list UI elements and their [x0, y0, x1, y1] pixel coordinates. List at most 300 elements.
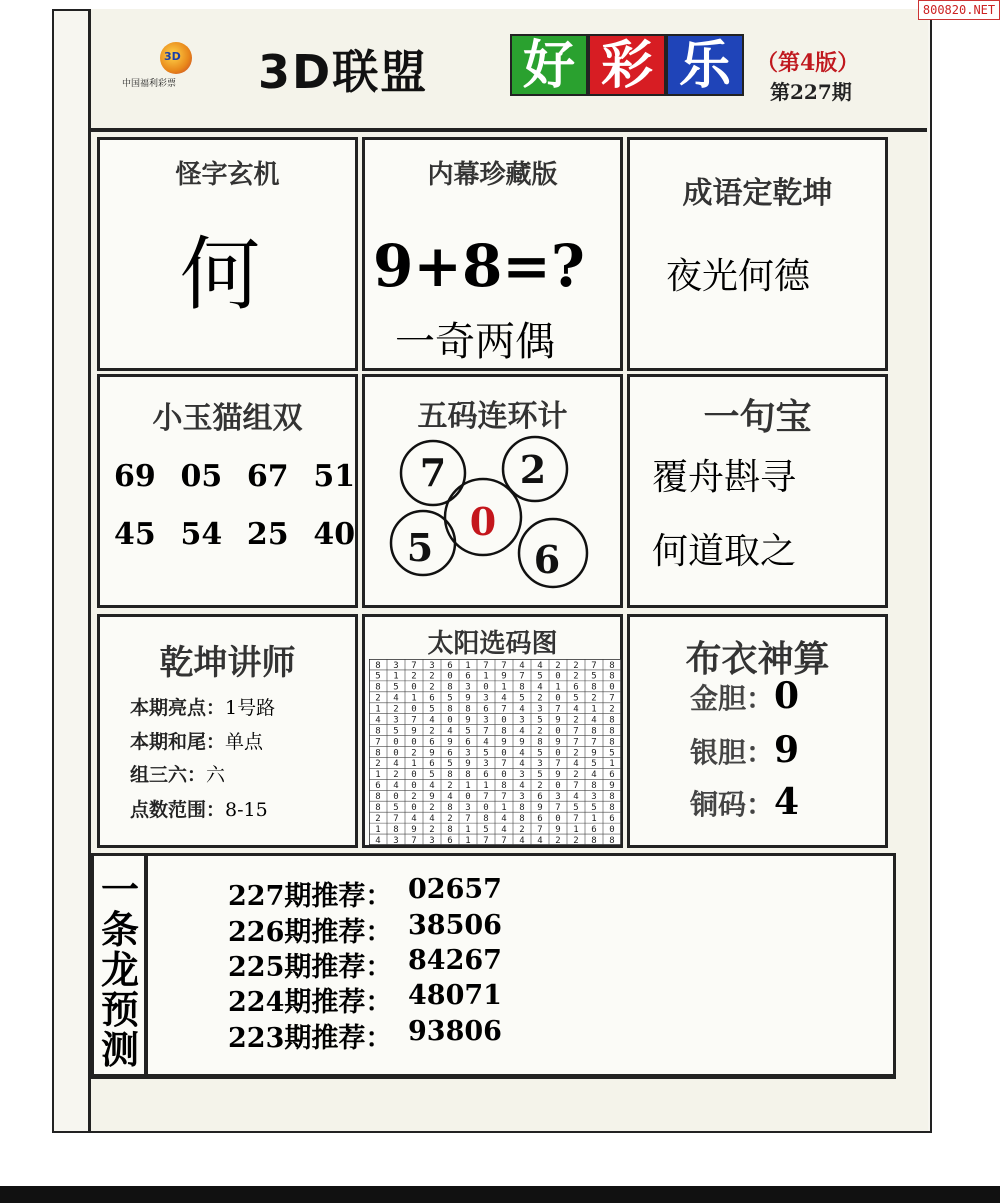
grid-cell: 1: [465, 824, 471, 835]
buyi-item: [690, 781, 799, 823]
grid-cell: 7: [555, 802, 561, 813]
grid-cell: 9: [465, 693, 471, 704]
grid-cell: 0: [447, 715, 453, 726]
grid-cell: 2: [573, 715, 579, 726]
rec-period: 223期推荐：: [228, 1023, 393, 1054]
taiyang-panel: [362, 614, 623, 848]
grid-cell: 7: [555, 759, 561, 770]
grid-cell: 2: [429, 802, 435, 813]
yijubao-title: 一句宝: [703, 397, 812, 438]
grid-cell: 3: [591, 792, 597, 803]
grid-cell: 4: [501, 824, 507, 835]
grid-cell: 0: [411, 704, 417, 715]
grid-cell: 1: [591, 813, 597, 824]
grid-cell: 8: [537, 737, 543, 748]
taiyang-title: 太阳选码图: [427, 629, 558, 659]
grid-cell: 4: [573, 759, 579, 770]
chengyu-idiom: 夜光何德: [666, 256, 811, 297]
grid-cell: 7: [501, 835, 507, 845]
grid-cell: 1: [591, 704, 597, 715]
pair-value: 54: [180, 517, 223, 552]
grid-cell: 2: [429, 726, 435, 737]
pair-value: 45: [114, 517, 156, 552]
grid-cell: 5: [465, 726, 471, 737]
recommendation-row: [228, 874, 502, 913]
item-value: 0: [774, 675, 800, 717]
grid-cell: 8: [447, 824, 453, 835]
grid-cell: 9: [555, 770, 561, 781]
grid-cell: 1: [393, 671, 399, 682]
grid-cell: 9: [465, 715, 471, 726]
bottom-rule: [0, 1186, 1000, 1203]
grid-cell: 6: [483, 770, 489, 781]
grid-cell: 7: [501, 704, 507, 715]
grid-cell: 0: [555, 781, 561, 792]
grid-cell: 4: [519, 748, 525, 759]
grid-cell: 9: [501, 671, 507, 682]
grid-cell: 0: [501, 715, 507, 726]
grid-cell: 8: [591, 726, 597, 737]
buyi-item: [690, 675, 799, 717]
grid-cell: 2: [573, 770, 579, 781]
grid-cell: 5: [393, 682, 399, 693]
neimu-panel: [362, 137, 623, 371]
grid-cell: 7: [519, 671, 525, 682]
neimu-hint: 一奇两偶: [395, 319, 555, 365]
rec-period: 224期推荐：: [228, 987, 393, 1018]
grid-cell: 4: [483, 737, 489, 748]
grid-cell: 9: [555, 824, 561, 835]
grid-cell: 9: [609, 781, 615, 792]
neimu-title: 内幕珍藏版: [427, 160, 558, 190]
grid-cell: 8: [519, 802, 525, 813]
grid-cell: 8: [591, 781, 597, 792]
grid-cell: 7: [375, 737, 381, 748]
brand-char-le: 乐: [666, 34, 744, 96]
grid-cell: 4: [537, 682, 543, 693]
grid-cell: 2: [447, 781, 453, 792]
grid-cell: 6: [591, 824, 597, 835]
grid-cell: 0: [393, 737, 399, 748]
guaizi-panel: [97, 137, 358, 371]
grid-cell: 4: [519, 704, 525, 715]
grid-cell: 7: [573, 813, 579, 824]
rec-number: 02657: [408, 874, 502, 905]
guaizi-title: 怪字玄机: [175, 160, 280, 190]
item-key: 本期和尾：: [130, 731, 226, 753]
grid-cell: 8: [609, 802, 615, 813]
grid-cell: 4: [591, 770, 597, 781]
grid-cell: 7: [555, 704, 561, 715]
grid-cell: 8: [609, 737, 615, 748]
grid-cell: 8: [609, 715, 615, 726]
jiangshi-title: 乾坤讲师: [159, 643, 296, 683]
grid-cell: 0: [609, 824, 615, 835]
grid-cell: 9: [411, 824, 417, 835]
buyi-title: 布衣神算: [685, 638, 830, 680]
recommendation-row: [228, 980, 502, 1019]
grid-cell: 7: [501, 792, 507, 803]
grid-cell: 1: [483, 671, 489, 682]
grid-cell: 2: [375, 759, 381, 770]
issue-number: 第227期: [770, 80, 852, 104]
grid-cell: 3: [429, 835, 435, 845]
grid-cell: 5: [393, 802, 399, 813]
grid-cell: 2: [573, 671, 579, 682]
grid-cell: 1: [501, 682, 507, 693]
grid-cell: 7: [573, 781, 579, 792]
grid-cell: 3: [483, 715, 489, 726]
brand-char-hao: 好: [510, 34, 588, 96]
grid-cell: 8: [483, 813, 489, 824]
item-value: 4: [774, 781, 800, 823]
grid-cell: 2: [429, 824, 435, 835]
grid-cell: 9: [591, 748, 597, 759]
grid-cell: 8: [375, 748, 381, 759]
welfare-lottery-logo: [122, 42, 232, 92]
wuma-digit: 5: [406, 525, 434, 570]
grid-cell: 6: [447, 835, 453, 845]
grid-cell: 3: [555, 792, 561, 803]
grid-cell: 4: [519, 835, 525, 845]
item-value: 六: [206, 764, 226, 786]
item-key: 铜码：: [690, 788, 775, 821]
grid-cell: 6: [483, 704, 489, 715]
wuma-title: 五码连环计: [417, 399, 568, 434]
logo-org-text: 中国福利彩票: [122, 79, 177, 89]
grid-cell: 0: [555, 671, 561, 682]
grid-cell: 4: [501, 813, 507, 824]
grid-cell: 1: [465, 781, 471, 792]
grid-cell: 8: [465, 704, 471, 715]
yijubao-line-1: 覆舟斟寻: [652, 457, 797, 498]
guaizi-char: 何: [180, 228, 260, 321]
grid-cell: 4: [447, 726, 453, 737]
grid-cell: 0: [609, 682, 615, 693]
grid-cell: 4: [447, 792, 453, 803]
grid-cell: 5: [483, 748, 489, 759]
grid-cell: 4: [573, 792, 579, 803]
xiaoyu-row-2: [114, 517, 369, 552]
grid-cell: 0: [393, 792, 399, 803]
grid-cell: 8: [375, 682, 381, 693]
item-key: 本期亮点：: [130, 697, 226, 719]
grid-cell: 1: [375, 824, 381, 835]
grid-cell: 3: [393, 835, 399, 845]
grid-cell: 8: [465, 770, 471, 781]
grid-cell: 4: [429, 813, 435, 824]
wuma-panel: [362, 374, 623, 608]
grid-cell: 2: [591, 693, 597, 704]
grid-cell: 5: [591, 802, 597, 813]
grid-cell: 8: [519, 682, 525, 693]
yitiaolong-panel: [91, 853, 896, 1079]
grid-cell: 0: [465, 792, 471, 803]
grid-cell: 5: [393, 726, 399, 737]
wuma-digit: 7: [419, 450, 447, 495]
pair-value: 05: [180, 459, 223, 494]
grid-cell: 8: [393, 824, 399, 835]
site-watermark: 800820.NET: [918, 0, 1000, 20]
grid-cell: 7: [483, 726, 489, 737]
grid-cell: 8: [447, 682, 453, 693]
grid-cell: 9: [429, 792, 435, 803]
rec-number: 93806: [408, 1016, 502, 1047]
grid-cell: 3: [465, 682, 471, 693]
item-value: 8-15: [225, 799, 268, 821]
grid-cell: 6: [609, 770, 615, 781]
grid-cell: 8: [501, 726, 507, 737]
grid-cell: 1: [609, 759, 615, 770]
jiangshi-item: [130, 727, 263, 754]
grid-cell: 2: [447, 813, 453, 824]
grid-cell: 0: [501, 770, 507, 781]
rec-number: 84267: [408, 945, 502, 976]
grid-cell: 8: [591, 682, 597, 693]
grid-cell: 9: [519, 737, 525, 748]
grid-cell: 3: [519, 715, 525, 726]
grid-cell: 6: [447, 748, 453, 759]
grid-cell: 6: [537, 813, 543, 824]
buyi-panel: [627, 614, 888, 848]
grid-cell: 9: [447, 737, 453, 748]
grid-cell: 4: [591, 715, 597, 726]
grid-cell: 4: [375, 835, 381, 845]
grid-cell: 4: [519, 759, 525, 770]
grid-cell: 0: [411, 802, 417, 813]
grid-cell: 7: [591, 737, 597, 748]
recommendation-row: [228, 910, 502, 949]
edition-label: （第4版）: [756, 50, 860, 76]
grid-cell: 0: [411, 781, 417, 792]
grid-cell: 0: [411, 770, 417, 781]
grid-cell: 1: [555, 682, 561, 693]
logo-ball-text: 3D: [164, 50, 181, 63]
item-value: 9: [774, 729, 800, 771]
grid-cell: 1: [501, 802, 507, 813]
grid-cell: 4: [537, 835, 543, 845]
grid-cell: 3: [429, 660, 435, 671]
grid-cell: 0: [393, 748, 399, 759]
grid-cell: 3: [465, 748, 471, 759]
grid-cell: 3: [483, 693, 489, 704]
grid-cell: 2: [573, 748, 579, 759]
grid-cell: 0: [555, 693, 561, 704]
rec-period: 225期推荐：: [228, 952, 393, 983]
grid-cell: 0: [555, 726, 561, 737]
yijubao-line-2: 何道取之: [652, 531, 797, 572]
grid-cell: 5: [483, 824, 489, 835]
grid-cell: 5: [429, 770, 435, 781]
grid-cell: 8: [609, 792, 615, 803]
wuma-circles: [365, 377, 620, 605]
grid-cell: 3: [465, 802, 471, 813]
grid-cell: 2: [375, 693, 381, 704]
chengyu-title: 成语定乾坤: [682, 176, 833, 211]
recommendation-row: [228, 945, 502, 984]
item-key: 金胆：: [690, 682, 775, 715]
grid-cell: 6: [465, 737, 471, 748]
grid-cell: 7: [591, 660, 597, 671]
grid-cell: 8: [375, 802, 381, 813]
grid-cell: 6: [465, 671, 471, 682]
grid-cell: 2: [537, 693, 543, 704]
grid-cell: 9: [555, 715, 561, 726]
grid-cell: 1: [375, 770, 381, 781]
taiyang-number-grid: [369, 659, 621, 845]
grid-cell: 2: [537, 781, 543, 792]
grid-cell: 5: [591, 671, 597, 682]
grid-cell: 3: [537, 759, 543, 770]
page-title: 3D联盟: [258, 45, 429, 99]
neimu-equation: 9+8=?: [373, 232, 585, 300]
grid-cell: 7: [609, 693, 615, 704]
grid-cell: 4: [393, 759, 399, 770]
xiaoyu-row-1: [114, 459, 369, 494]
grid-cell: 8: [609, 835, 615, 845]
grid-cell: 1: [483, 781, 489, 792]
grid-cell: 1: [465, 660, 471, 671]
recommendation-row: [228, 1016, 502, 1055]
grid-cell: 9: [465, 759, 471, 770]
grid-cell: 4: [375, 715, 381, 726]
grid-cell: 0: [555, 748, 561, 759]
grid-cell: 7: [411, 715, 417, 726]
grid-cell: 8: [591, 835, 597, 845]
grid-cell: 7: [501, 759, 507, 770]
grid-cell: 9: [537, 802, 543, 813]
grid-cell: 1: [465, 835, 471, 845]
grid-cell: 2: [573, 660, 579, 671]
pair-value: 67: [246, 459, 289, 494]
grid-cell: 5: [573, 802, 579, 813]
grid-cell: 9: [555, 737, 561, 748]
grid-cell: 7: [501, 660, 507, 671]
grid-cell: 8: [609, 671, 615, 682]
grid-cell: 6: [537, 792, 543, 803]
grid-cell: 5: [519, 693, 525, 704]
grid-cell: 2: [537, 726, 543, 737]
grid-cell: 4: [537, 660, 543, 671]
grid-cell: 8: [375, 792, 381, 803]
grid-cell: 3: [483, 759, 489, 770]
jiangshi-item: [130, 760, 225, 787]
grid-cell: 0: [483, 682, 489, 693]
grid-cell: 4: [519, 726, 525, 737]
grid-cell: 0: [411, 682, 417, 693]
grid-cell: 2: [375, 813, 381, 824]
grid-cell: 8: [519, 813, 525, 824]
grid-cell: 7: [483, 792, 489, 803]
grid-cell: 5: [591, 759, 597, 770]
grid-cell: 5: [429, 704, 435, 715]
grid-cell: 4: [411, 813, 417, 824]
grid-cell: 7: [483, 660, 489, 671]
grid-cell: 4: [573, 704, 579, 715]
grid-cell: 6: [429, 737, 435, 748]
pair-value: 25: [246, 517, 289, 552]
grid-cell: 3: [519, 792, 525, 803]
item-key: 组三六：: [130, 764, 207, 786]
grid-cell: 7: [573, 726, 579, 737]
grid-cell: 4: [393, 781, 399, 792]
grid-cell: 3: [519, 770, 525, 781]
grid-cell: 7: [483, 835, 489, 845]
item-value: 单点: [225, 731, 264, 753]
yitiaolong-side: [94, 856, 148, 1074]
grid-cell: 0: [447, 671, 453, 682]
wuma-digit: 2: [519, 447, 547, 492]
grid-cell: 6: [573, 682, 579, 693]
grid-cell: 2: [573, 835, 579, 845]
item-key: 银胆：: [690, 736, 775, 769]
grid-cell: 2: [429, 671, 435, 682]
pair-value: 69: [114, 459, 156, 494]
grid-cell: 7: [573, 737, 579, 748]
grid-cell: 3: [393, 660, 399, 671]
grid-cell: 6: [375, 781, 381, 792]
grid-cell: 2: [411, 792, 417, 803]
brand-char-cai: 彩: [588, 34, 666, 96]
chengyu-panel: [627, 137, 888, 371]
brand-banner: [510, 34, 744, 96]
jiangshi-panel: [97, 614, 358, 848]
xiaoyu-panel: [97, 374, 358, 608]
rec-period: 226期推荐：: [228, 917, 393, 948]
grid-cell: 8: [375, 726, 381, 737]
grid-cell: 5: [573, 693, 579, 704]
grid-cell: 6: [429, 759, 435, 770]
yijubao-panel: [627, 374, 888, 608]
rec-number: 38506: [408, 910, 502, 941]
grid-cell: 8: [447, 704, 453, 715]
grid-cell: 1: [411, 693, 417, 704]
yitiaolong-label: 一条龙预测: [100, 867, 139, 1072]
grid-cell: 4: [393, 693, 399, 704]
grid-cell: 4: [429, 781, 435, 792]
grid-cell: 5: [537, 748, 543, 759]
grid-cell: 2: [555, 660, 561, 671]
grid-cell: 5: [447, 693, 453, 704]
grid-cell: 2: [519, 824, 525, 835]
grid-cell: 7: [465, 813, 471, 824]
grid-cell: 2: [555, 835, 561, 845]
rec-period: 227期推荐：: [228, 881, 393, 912]
grid-cell: 4: [429, 715, 435, 726]
jiangshi-item: [130, 795, 268, 822]
grid-cell: 7: [393, 813, 399, 824]
grid-cell: 5: [537, 671, 543, 682]
grid-cell: 0: [501, 748, 507, 759]
grid-cell: 6: [609, 813, 615, 824]
grid-cell: 5: [447, 759, 453, 770]
grid-cell: 3: [393, 715, 399, 726]
grid-cell: 5: [609, 748, 615, 759]
buyi-item: [690, 729, 799, 771]
grid-cell: 0: [411, 737, 417, 748]
grid-cell: 4: [519, 660, 525, 671]
grid-cell: 3: [537, 704, 543, 715]
grid-cell: 8: [609, 660, 615, 671]
grid-cell: 8: [447, 770, 453, 781]
grid-cell: 7: [537, 824, 543, 835]
header-divider: [91, 128, 927, 132]
jiangshi-item: [130, 693, 275, 720]
rec-number: 48071: [408, 980, 502, 1011]
grid-cell: 1: [411, 759, 417, 770]
grid-cell: 6: [429, 693, 435, 704]
grid-cell: 9: [411, 726, 417, 737]
